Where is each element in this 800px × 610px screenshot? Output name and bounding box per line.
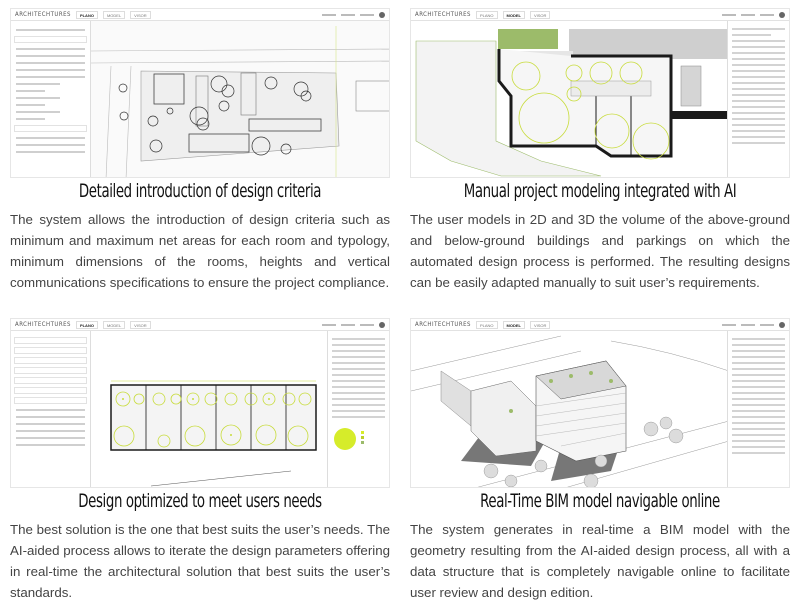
tab-visor[interactable]: VISOR: [530, 321, 550, 329]
tab-visor[interactable]: VISOR: [130, 11, 150, 19]
tab-model[interactable]: MODEL: [103, 11, 125, 19]
tab-plano[interactable]: PLANO: [76, 321, 98, 329]
feature-description: The system generates in real-time a BIM model with the geometry resulting from the AI-aided design process, all with a data structure that is completely navigable online to facilitate user review and design edition.: [410, 522, 790, 600]
app-toolbar: [411, 9, 789, 21]
settings-icon[interactable]: [779, 322, 785, 328]
app-logo: ARCHITECHTURES: [415, 321, 471, 328]
floor-plan-drawing: [411, 21, 729, 178]
feature-title: Real-Time BIM model navigable online: [480, 490, 720, 512]
feature-description: The system allows the introduction of design criteria such as minimum and maximum net areas for each room and typology, minimum dimensions of the rooms, heights and vertical communications specifications to ensure the project compliance.: [10, 212, 390, 290]
screenshot-floor-plan: [410, 8, 790, 178]
screenshot-bim-3d: [410, 318, 790, 488]
feature-description: The best solution is the one that best suits the user’s needs. The AI-aided process allows to iterate the design parameters offering in real-time the architectural solution that best suits the user’s standards.: [10, 522, 390, 600]
site-plan-canvas[interactable]: [91, 21, 389, 177]
settings-icon[interactable]: [379, 322, 385, 328]
building-plan-canvas[interactable]: [91, 331, 327, 487]
feature-title: Manual project modeling integrated with AI: [463, 180, 737, 202]
criteria-sidebar: [11, 21, 91, 177]
tab-model[interactable]: MODEL: [103, 321, 125, 329]
parameters-sidebar: [11, 331, 91, 487]
site-plan-drawing: [91, 21, 390, 178]
bim-3d-drawing: [411, 331, 729, 488]
screenshot-building-plan: [10, 318, 390, 488]
app-toolbar: [411, 319, 789, 331]
tab-visor[interactable]: VISOR: [130, 321, 150, 329]
app-logo: ARCHITECHTURES: [415, 11, 471, 18]
tab-plano[interactable]: PLANO: [476, 321, 498, 329]
results-panel: [327, 331, 389, 487]
tab-plano[interactable]: PLANO: [76, 11, 98, 19]
settings-icon[interactable]: [379, 12, 385, 18]
bim-3d-viewport[interactable]: [411, 331, 727, 487]
feature-title: Design optimized to meet users needs: [78, 490, 322, 512]
tab-plano[interactable]: PLANO: [476, 11, 498, 19]
tab-visor[interactable]: VISOR: [530, 11, 550, 19]
feature-description: The user models in 2D and 3D the volume of the above-ground and below-ground buildings and parkings on which the automated design process is performed. The resulting designs can be easily adapted manually to suit user’s requirements.: [410, 212, 790, 290]
app-logo: ARCHITECHTURES: [15, 321, 71, 328]
screenshot-site-plan: [10, 8, 390, 178]
areas-panel: [727, 21, 789, 177]
tab-model[interactable]: MODEL: [503, 11, 525, 19]
tab-model[interactable]: MODEL: [503, 321, 525, 329]
settings-icon[interactable]: [779, 12, 785, 18]
pie-chart-icon: [331, 422, 387, 452]
app-toolbar: [11, 9, 389, 21]
app-logo: ARCHITECHTURES: [15, 11, 71, 18]
bim-data-panel: [727, 331, 789, 487]
app-toolbar: [11, 319, 389, 331]
feature-title: Detailed introduction of design criteria: [78, 180, 322, 202]
building-plan-drawing: [91, 331, 329, 488]
floor-plan-canvas[interactable]: [411, 21, 727, 177]
